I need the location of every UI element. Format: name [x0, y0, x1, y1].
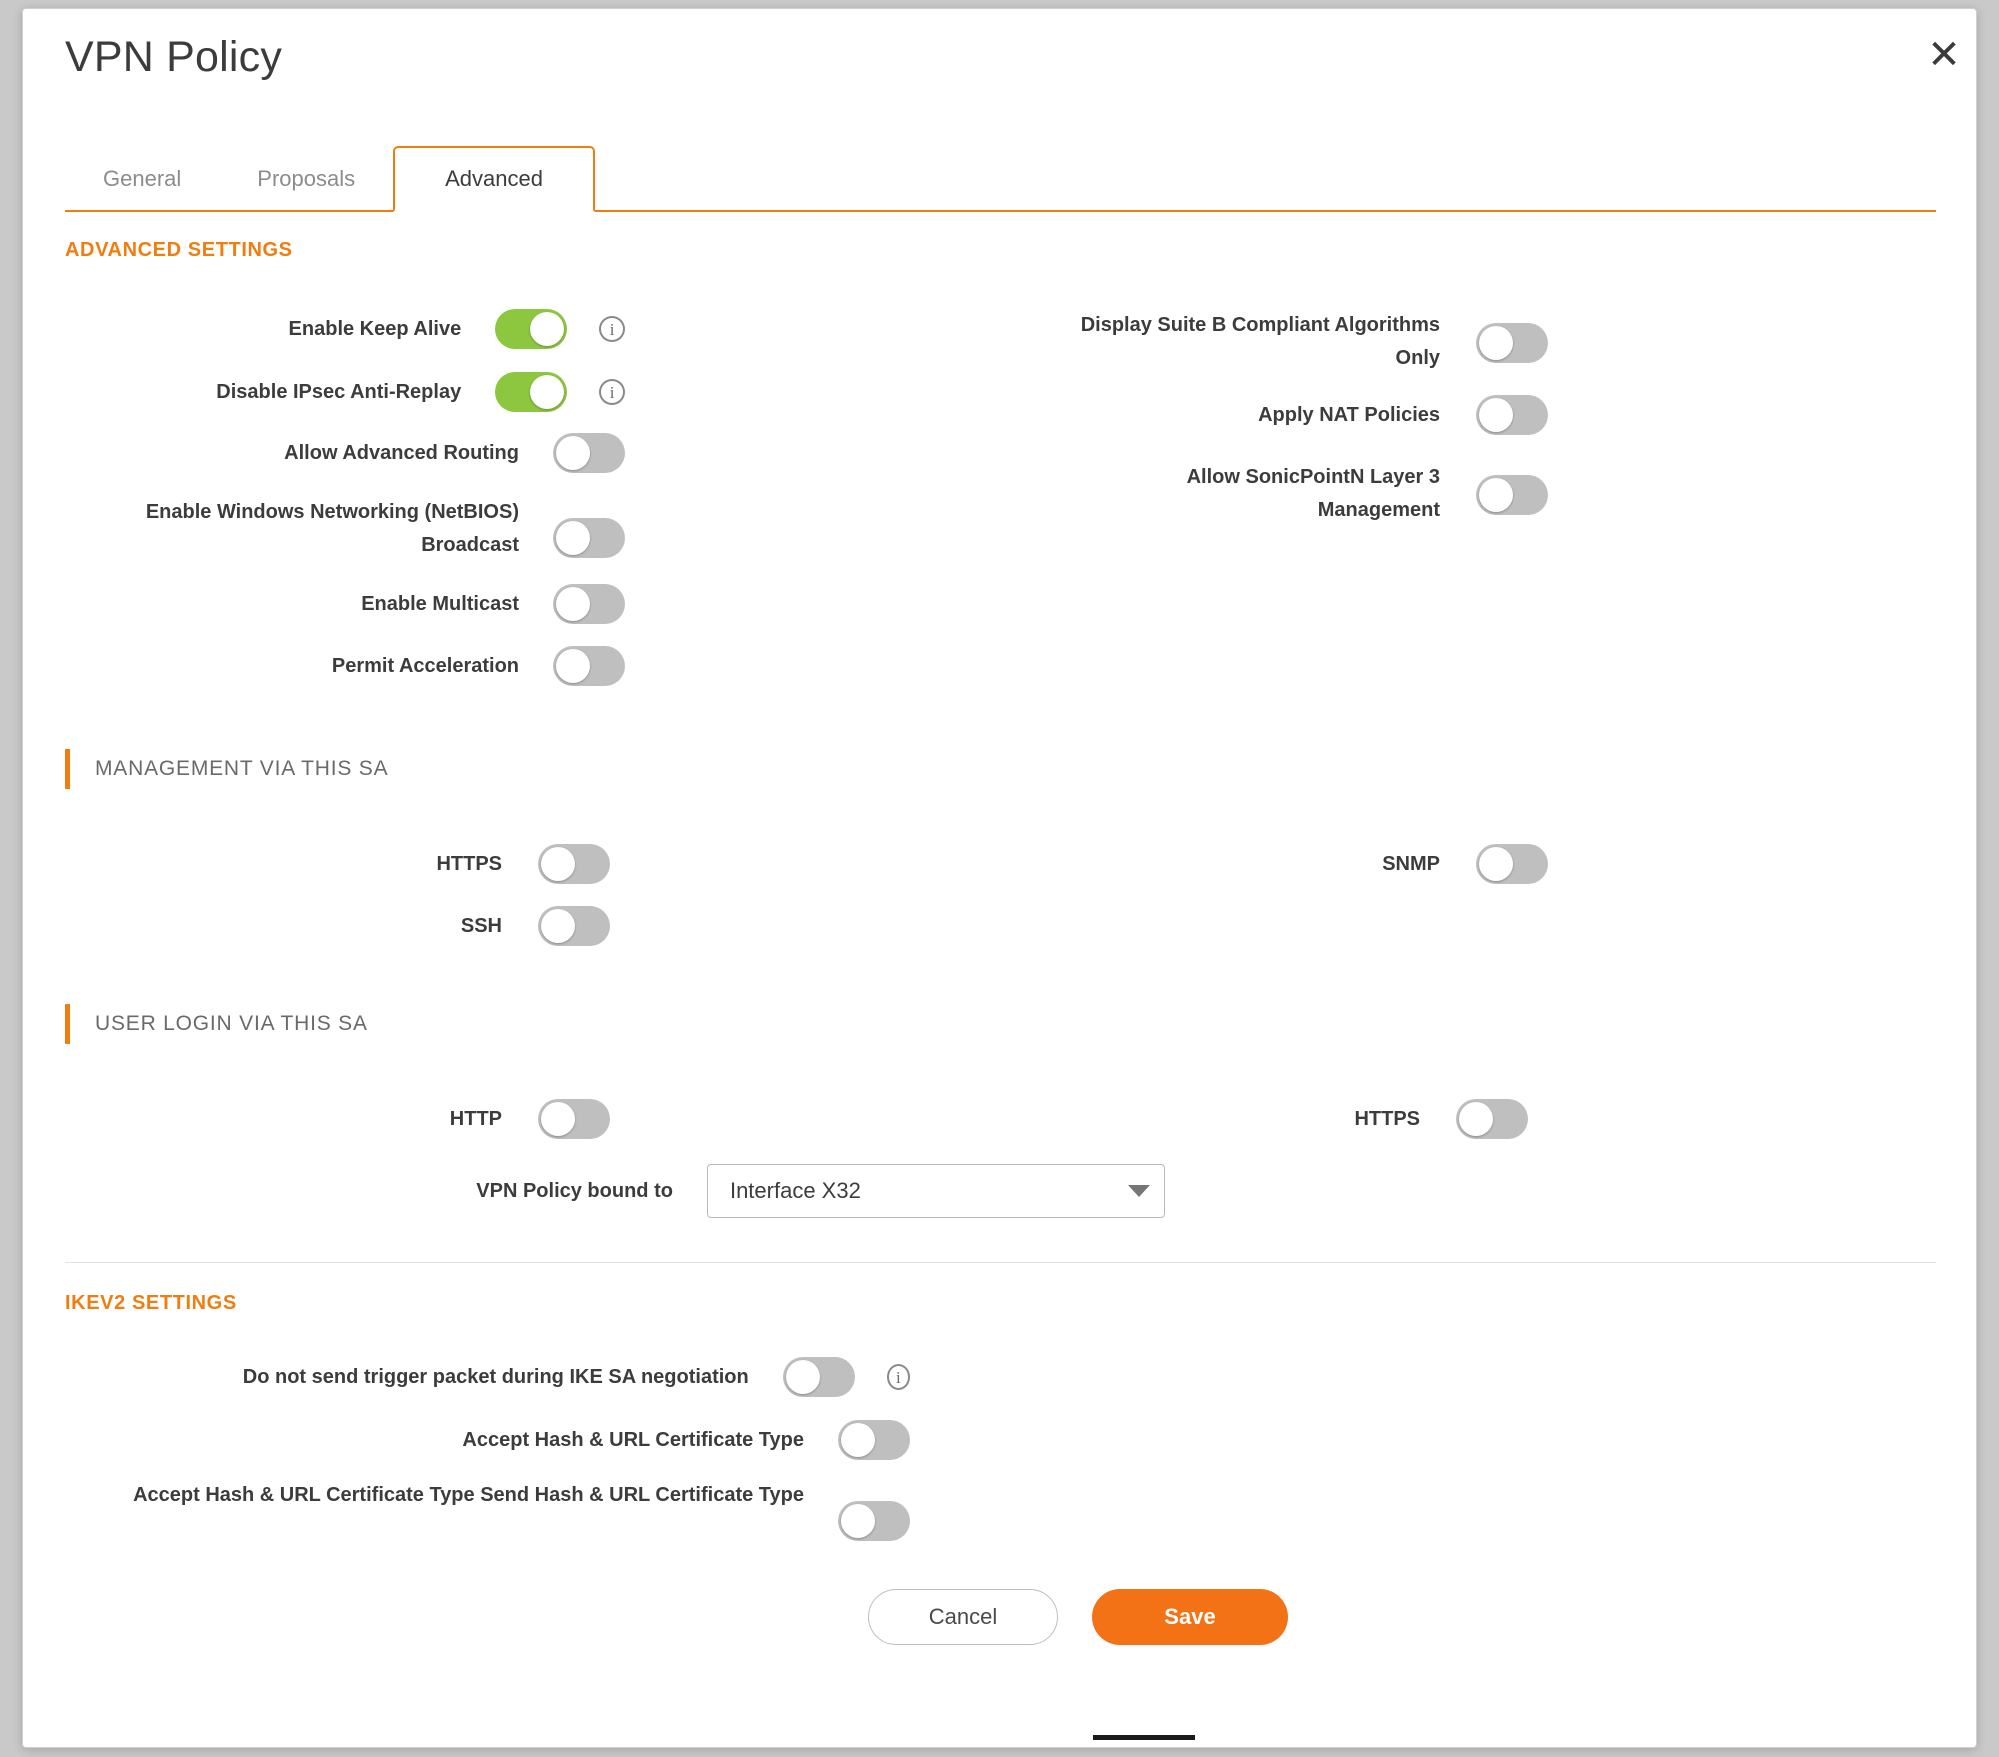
- toggle-knob: [556, 521, 590, 555]
- row-display-suite-b: [1023, 309, 1548, 375]
- info-icon[interactable]: i: [887, 1364, 910, 1390]
- toggle-knob: [541, 847, 575, 881]
- row-label: HTTPS: [436, 852, 502, 875]
- toggle-knob: [556, 649, 590, 683]
- toggle-enable-keep-alive[interactable]: [495, 309, 567, 349]
- row-apply-nat-policies: [1023, 395, 1548, 435]
- toggle-permit-acceleration[interactable]: [553, 646, 625, 686]
- row-accept-send-hash-url-cert: [65, 1479, 910, 1541]
- row-label: Accept Hash & URL Certificate Type Send Hash & URL Certificate Type: [133, 1484, 804, 1506]
- chevron-down-icon: [1128, 1185, 1150, 1197]
- ikev2-settings-heading: IKEV2 SETTINGS: [65, 1292, 237, 1314]
- toggle-knob: [1479, 847, 1513, 881]
- row-label: Enable Keep Alive: [288, 317, 462, 340]
- row-accept-hash-url-cert: [65, 1420, 910, 1460]
- row-label: Enable Windows Networking (NetBIOS) Broadcast: [145, 501, 519, 556]
- section-accent-bar: [65, 749, 70, 789]
- tab-proposals[interactable]: Proposals: [257, 166, 356, 191]
- toggle-display-suite-b[interactable]: [1476, 323, 1548, 363]
- row-label: Disable IPsec Anti-Replay: [216, 380, 462, 403]
- row-label: Accept Hash & URL Certificate Type: [462, 1428, 804, 1451]
- row-label: Allow SonicPointN Layer 3 Management: [1186, 466, 1440, 521]
- section-label: MANAGEMENT VIA THIS SA: [95, 757, 389, 780]
- toggle-management-snmp[interactable]: [1476, 844, 1548, 884]
- save-button[interactable]: Save: [1092, 1589, 1288, 1645]
- row-label: HTTPS: [1354, 1107, 1420, 1130]
- toggle-disable-ipsec-anti-replay[interactable]: [495, 372, 567, 412]
- row-enable-netbios-broadcast: [65, 496, 625, 562]
- row-allow-advanced-routing: [65, 433, 625, 473]
- row-label: Display Suite B Compliant Algorithms Only: [1080, 314, 1440, 369]
- toggle-knob: [1479, 326, 1513, 360]
- row-no-trigger-packet: [65, 1357, 910, 1397]
- section-accent-bar: [65, 1004, 70, 1044]
- row-management-ssh: [65, 906, 610, 946]
- toggle-enable-multicast[interactable]: [553, 584, 625, 624]
- toggle-knob: [1479, 398, 1513, 432]
- toggle-management-https[interactable]: [538, 844, 610, 884]
- row-label: Do not send trigger packet during IKE SA negotiation: [242, 1365, 749, 1388]
- vpn-policy-dialog: [22, 8, 1977, 1748]
- row-management-https: [65, 844, 610, 884]
- toggle-knob: [530, 312, 564, 346]
- toggle-user-login-https[interactable]: [1456, 1099, 1528, 1139]
- vpn-policy-bound-to-select[interactable]: [707, 1164, 1165, 1218]
- toggle-knob: [530, 375, 564, 409]
- row-label: Apply NAT Policies: [1258, 403, 1440, 426]
- toggle-knob: [786, 1360, 820, 1394]
- row-user-login-http: [65, 1099, 610, 1139]
- toggle-knob: [541, 909, 575, 943]
- toggle-knob: [556, 436, 590, 470]
- info-icon[interactable]: i: [599, 316, 625, 342]
- toggle-apply-nat-policies[interactable]: [1476, 395, 1548, 435]
- section-divider: [65, 1262, 1936, 1263]
- user-login-sa-heading: [65, 1004, 368, 1044]
- page-title: VPN Policy: [65, 33, 283, 81]
- toggle-accept-hash-url-cert[interactable]: [838, 1420, 910, 1460]
- row-disable-ipsec-anti-replay: [65, 372, 625, 412]
- row-allow-sonicpointn-l3: [1023, 461, 1548, 527]
- row-label: VPN Policy bound to: [476, 1179, 673, 1202]
- toggle-allow-advanced-routing[interactable]: [553, 433, 625, 473]
- advanced-settings-heading: ADVANCED SETTINGS: [65, 239, 293, 261]
- toggle-knob: [1459, 1102, 1493, 1136]
- row-label: HTTP: [449, 1107, 502, 1130]
- tab-bar: [65, 150, 1936, 212]
- tab-general[interactable]: General: [103, 166, 182, 191]
- toggle-no-trigger-packet[interactable]: [783, 1357, 855, 1397]
- toggle-management-ssh[interactable]: [538, 906, 610, 946]
- row-label: SSH: [460, 914, 502, 937]
- row-vpn-policy-bound-to: [65, 1164, 1165, 1218]
- tab-advanced[interactable]: Advanced: [393, 146, 595, 212]
- toggle-allow-sonicpointn-l3[interactable]: [1476, 475, 1548, 515]
- cancel-button[interactable]: Cancel: [868, 1589, 1058, 1645]
- section-label: USER LOGIN VIA THIS SA: [95, 1012, 368, 1035]
- toggle-knob: [541, 1102, 575, 1136]
- row-user-login-https: [1003, 1099, 1528, 1139]
- toggle-knob: [556, 587, 590, 621]
- toggle-knob: [841, 1423, 875, 1457]
- footer-actions: [868, 1589, 1288, 1645]
- toggle-enable-netbios-broadcast[interactable]: [553, 518, 625, 558]
- info-icon[interactable]: i: [599, 379, 625, 405]
- row-management-snmp: [1023, 844, 1548, 884]
- select-value: Interface X32: [729, 1178, 861, 1203]
- row-permit-acceleration: [65, 646, 625, 686]
- row-label: SNMP: [1382, 852, 1440, 875]
- bottom-indicator: [1093, 1735, 1195, 1740]
- toggle-knob: [1479, 478, 1513, 512]
- row-enable-keep-alive: [65, 309, 625, 349]
- close-icon[interactable]: ✕: [1927, 32, 1961, 78]
- row-label: Enable Multicast: [361, 592, 519, 615]
- toggle-user-login-http[interactable]: [538, 1099, 610, 1139]
- management-sa-heading: [65, 749, 388, 789]
- row-enable-multicast: [65, 584, 625, 624]
- toggle-knob: [841, 1504, 875, 1538]
- row-label: Allow Advanced Routing: [284, 441, 519, 464]
- row-label: Permit Acceleration: [331, 654, 519, 677]
- toggle-accept-send-hash-url-cert[interactable]: [838, 1501, 910, 1541]
